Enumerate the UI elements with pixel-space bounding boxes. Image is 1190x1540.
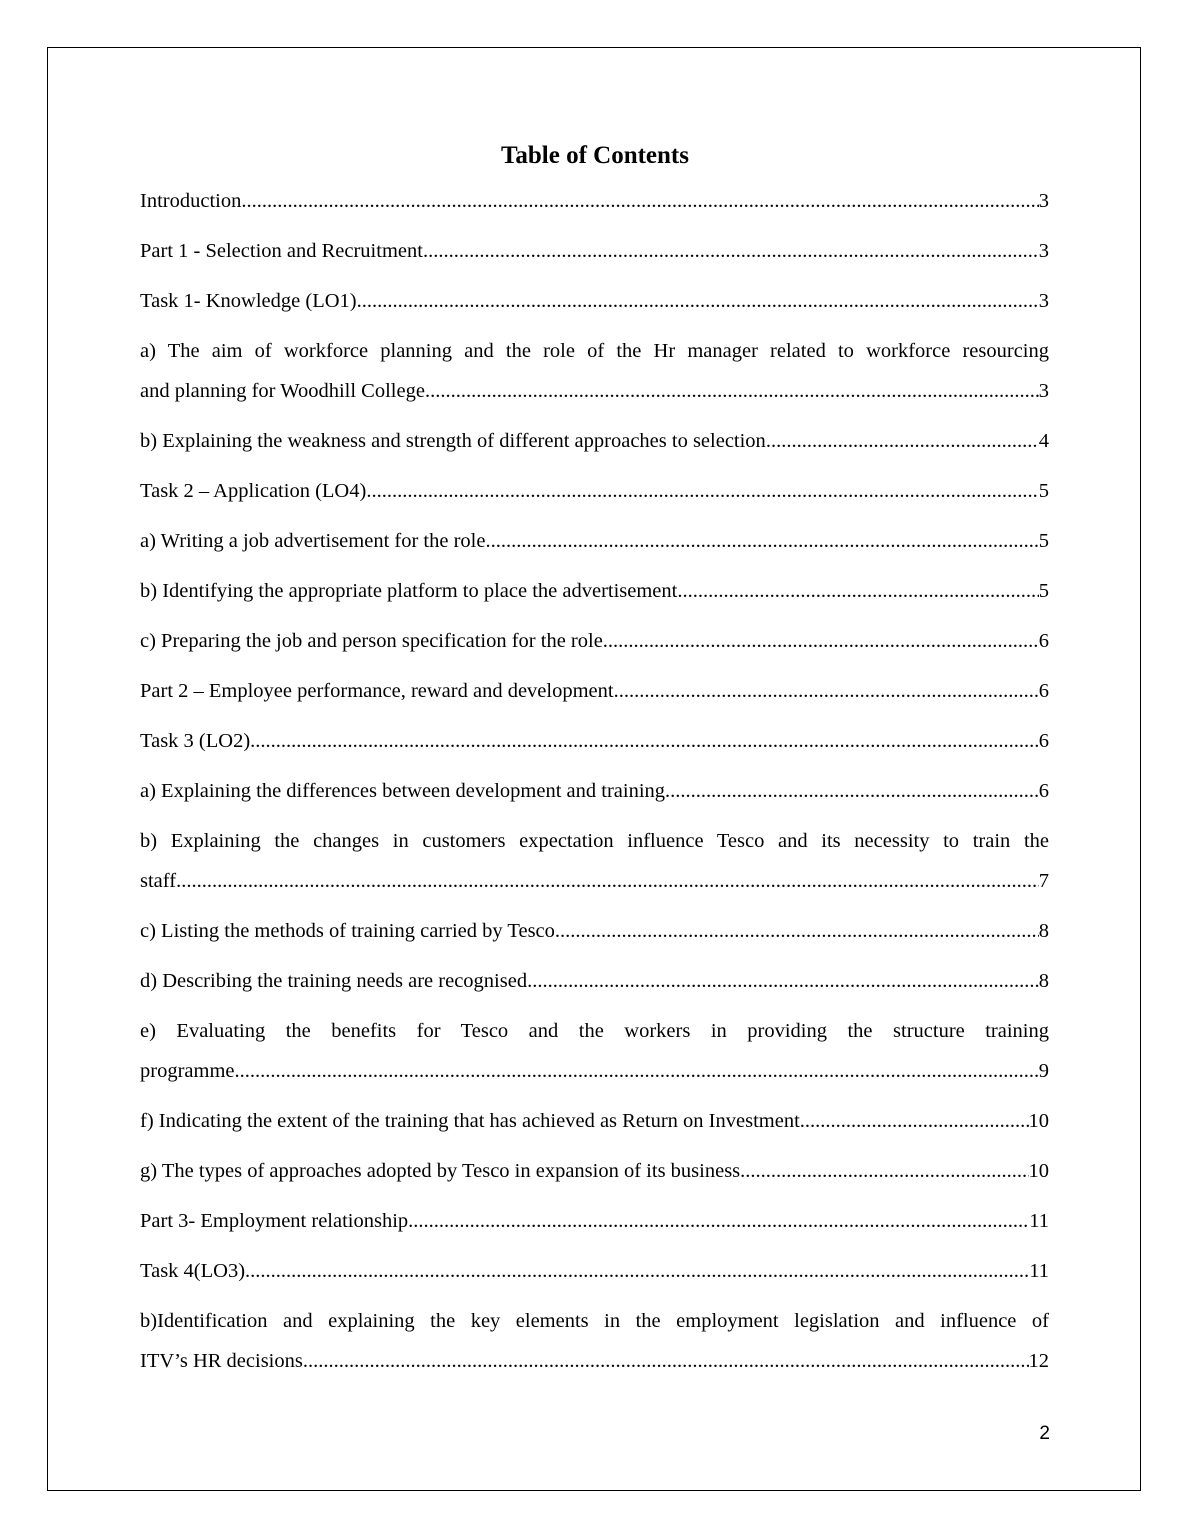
toc-leader [766, 426, 1039, 456]
toc-entry-page: 3 [1038, 380, 1049, 402]
toc-entry-page: 5 [1038, 530, 1049, 552]
toc-entry-text: b) Explaining the weakness and strength of different approaches to selection [140, 430, 766, 452]
toc-entry-text: f) Indicating the extent of the training that has achieved as Return on Investment [140, 1110, 800, 1132]
toc-entry-task2-c[interactable] [140, 626, 1049, 656]
toc-leader [241, 186, 1038, 216]
toc-entry-text: d) Describing the training needs are recognised [140, 970, 528, 992]
toc-leader [357, 286, 1039, 316]
toc-entry-text: and planning for Woodhill College [140, 380, 425, 402]
toc-entry-text: g) The types of approaches adopted by Tesco in expansion of its business [140, 1160, 741, 1182]
toc-entry-text: b) Identifying the appropriate platform to place the advertisement [140, 580, 678, 602]
toc-entry-page: 12 [1028, 1350, 1049, 1372]
toc-entry-task4[interactable] [140, 1256, 1049, 1286]
toc-entry-page: 10 [1028, 1110, 1049, 1132]
toc-leader [614, 676, 1039, 706]
toc-entry-text: Introduction [140, 190, 242, 212]
toc-entry-task3-d[interactable] [140, 966, 1049, 996]
toc-entry-text: programme [140, 1060, 235, 1082]
toc-entry-page: 8 [1038, 970, 1049, 992]
toc-entry-page: 7 [1038, 870, 1049, 892]
toc-entry-text-line1: b) Explaining the changes in customers expectation influence Tesco and its necessity to train the [140, 830, 1049, 852]
toc-entry-page: 5 [1038, 580, 1049, 602]
toc-entry-task2-b[interactable] [140, 576, 1049, 606]
toc-entry-page: 10 [1028, 1160, 1049, 1182]
toc-leader [677, 576, 1038, 606]
toc-leader [408, 1206, 1029, 1236]
toc-entry-task3-e[interactable] [140, 1016, 1049, 1086]
toc-entry-page: 5 [1038, 480, 1049, 502]
toc-entry-page: 3 [1038, 190, 1049, 212]
toc-leader [423, 236, 1039, 266]
toc-entry-task3-f[interactable] [140, 1106, 1049, 1136]
toc-entry-text: a) Writing a job advertisement for the role [140, 530, 486, 552]
toc-entry-text: Task 1- Knowledge (LO1) [140, 290, 357, 312]
toc-entry-page: 3 [1038, 240, 1049, 262]
page-number: 2 [1039, 1423, 1050, 1444]
toc-entry-task2[interactable] [140, 476, 1049, 506]
toc-entry-page: 6 [1038, 680, 1049, 702]
toc-entry-text: Task 4(LO3) [140, 1260, 246, 1282]
toc-entry-text: Part 2 – Employee performance, reward and development [140, 680, 614, 702]
toc-entry-text-line1: e) Evaluating the benefits for Tesco and the workers in providing the structure training [140, 1020, 1049, 1042]
toc-leader [425, 376, 1039, 406]
toc-entry-part3[interactable] [140, 1206, 1049, 1236]
toc-list [140, 186, 1049, 1396]
toc-entry-text: c) Preparing the job and person specification for the role [140, 630, 603, 652]
toc-entry-text: staff [140, 870, 177, 892]
toc-entry-text-line1: a) The aim of workforce planning and the role of the Hr manager related to workforce resourcing [140, 340, 1049, 362]
toc-leader [176, 866, 1039, 896]
toc-entry-task1-a[interactable] [140, 336, 1049, 406]
toc-entry-task3-c[interactable] [140, 916, 1049, 946]
toc-leader [800, 1106, 1029, 1136]
toc-entry-task1[interactable] [140, 286, 1049, 316]
toc-entry-text: Part 3- Employment relationship [140, 1210, 409, 1232]
toc-entry-text: Task 3 (LO2) [140, 730, 251, 752]
toc-leader [740, 1156, 1028, 1186]
toc-entry-task3-b[interactable] [140, 826, 1049, 896]
toc-leader [250, 726, 1039, 756]
toc-entry-task2-a[interactable] [140, 526, 1049, 556]
toc-entry-page: 6 [1038, 730, 1049, 752]
toc-entry-part2[interactable] [140, 676, 1049, 706]
toc-entry-introduction[interactable] [140, 186, 1049, 216]
toc-entry-task3-a[interactable] [140, 776, 1049, 806]
toc-entry-text: ITV’s HR decisions [140, 1350, 303, 1372]
toc-entry-task4-b[interactable] [140, 1306, 1049, 1376]
toc-entry-page: 11 [1029, 1260, 1049, 1282]
toc-entry-page: 4 [1038, 430, 1049, 452]
toc-entry-task1-b[interactable] [140, 426, 1049, 456]
toc-entry-page: 9 [1038, 1060, 1049, 1082]
toc-entry-text: a) Explaining the differences between development and training [140, 780, 666, 802]
toc-title: Table of Contents [501, 142, 689, 169]
toc-leader [603, 626, 1039, 656]
toc-entry-part1[interactable] [140, 236, 1049, 266]
toc-entry-text: Task 2 – Application (LO4) [140, 480, 367, 502]
toc-leader [366, 476, 1038, 506]
toc-leader [245, 1256, 1029, 1286]
toc-leader [485, 526, 1038, 556]
toc-entry-text-line1: b)Identification and explaining the key elements in the employment legislation and influence of [140, 1310, 1049, 1332]
toc-entry-page: 3 [1038, 290, 1049, 312]
toc-leader [303, 1346, 1029, 1376]
toc-entry-page: 6 [1038, 780, 1049, 802]
toc-leader [555, 916, 1039, 946]
toc-entry-text: c) Listing the methods of training carried by Tesco [140, 920, 555, 942]
toc-entry-text: Part 1 - Selection and Recruitment [140, 240, 423, 262]
toc-entry-task3[interactable] [140, 726, 1049, 756]
toc-entry-page: 8 [1038, 920, 1049, 942]
toc-leader [527, 966, 1039, 996]
toc-leader [235, 1056, 1039, 1086]
toc-entry-page: 11 [1029, 1210, 1049, 1232]
toc-entry-page: 6 [1038, 630, 1049, 652]
toc-leader [665, 776, 1039, 806]
toc-entry-task3-g[interactable] [140, 1156, 1049, 1186]
